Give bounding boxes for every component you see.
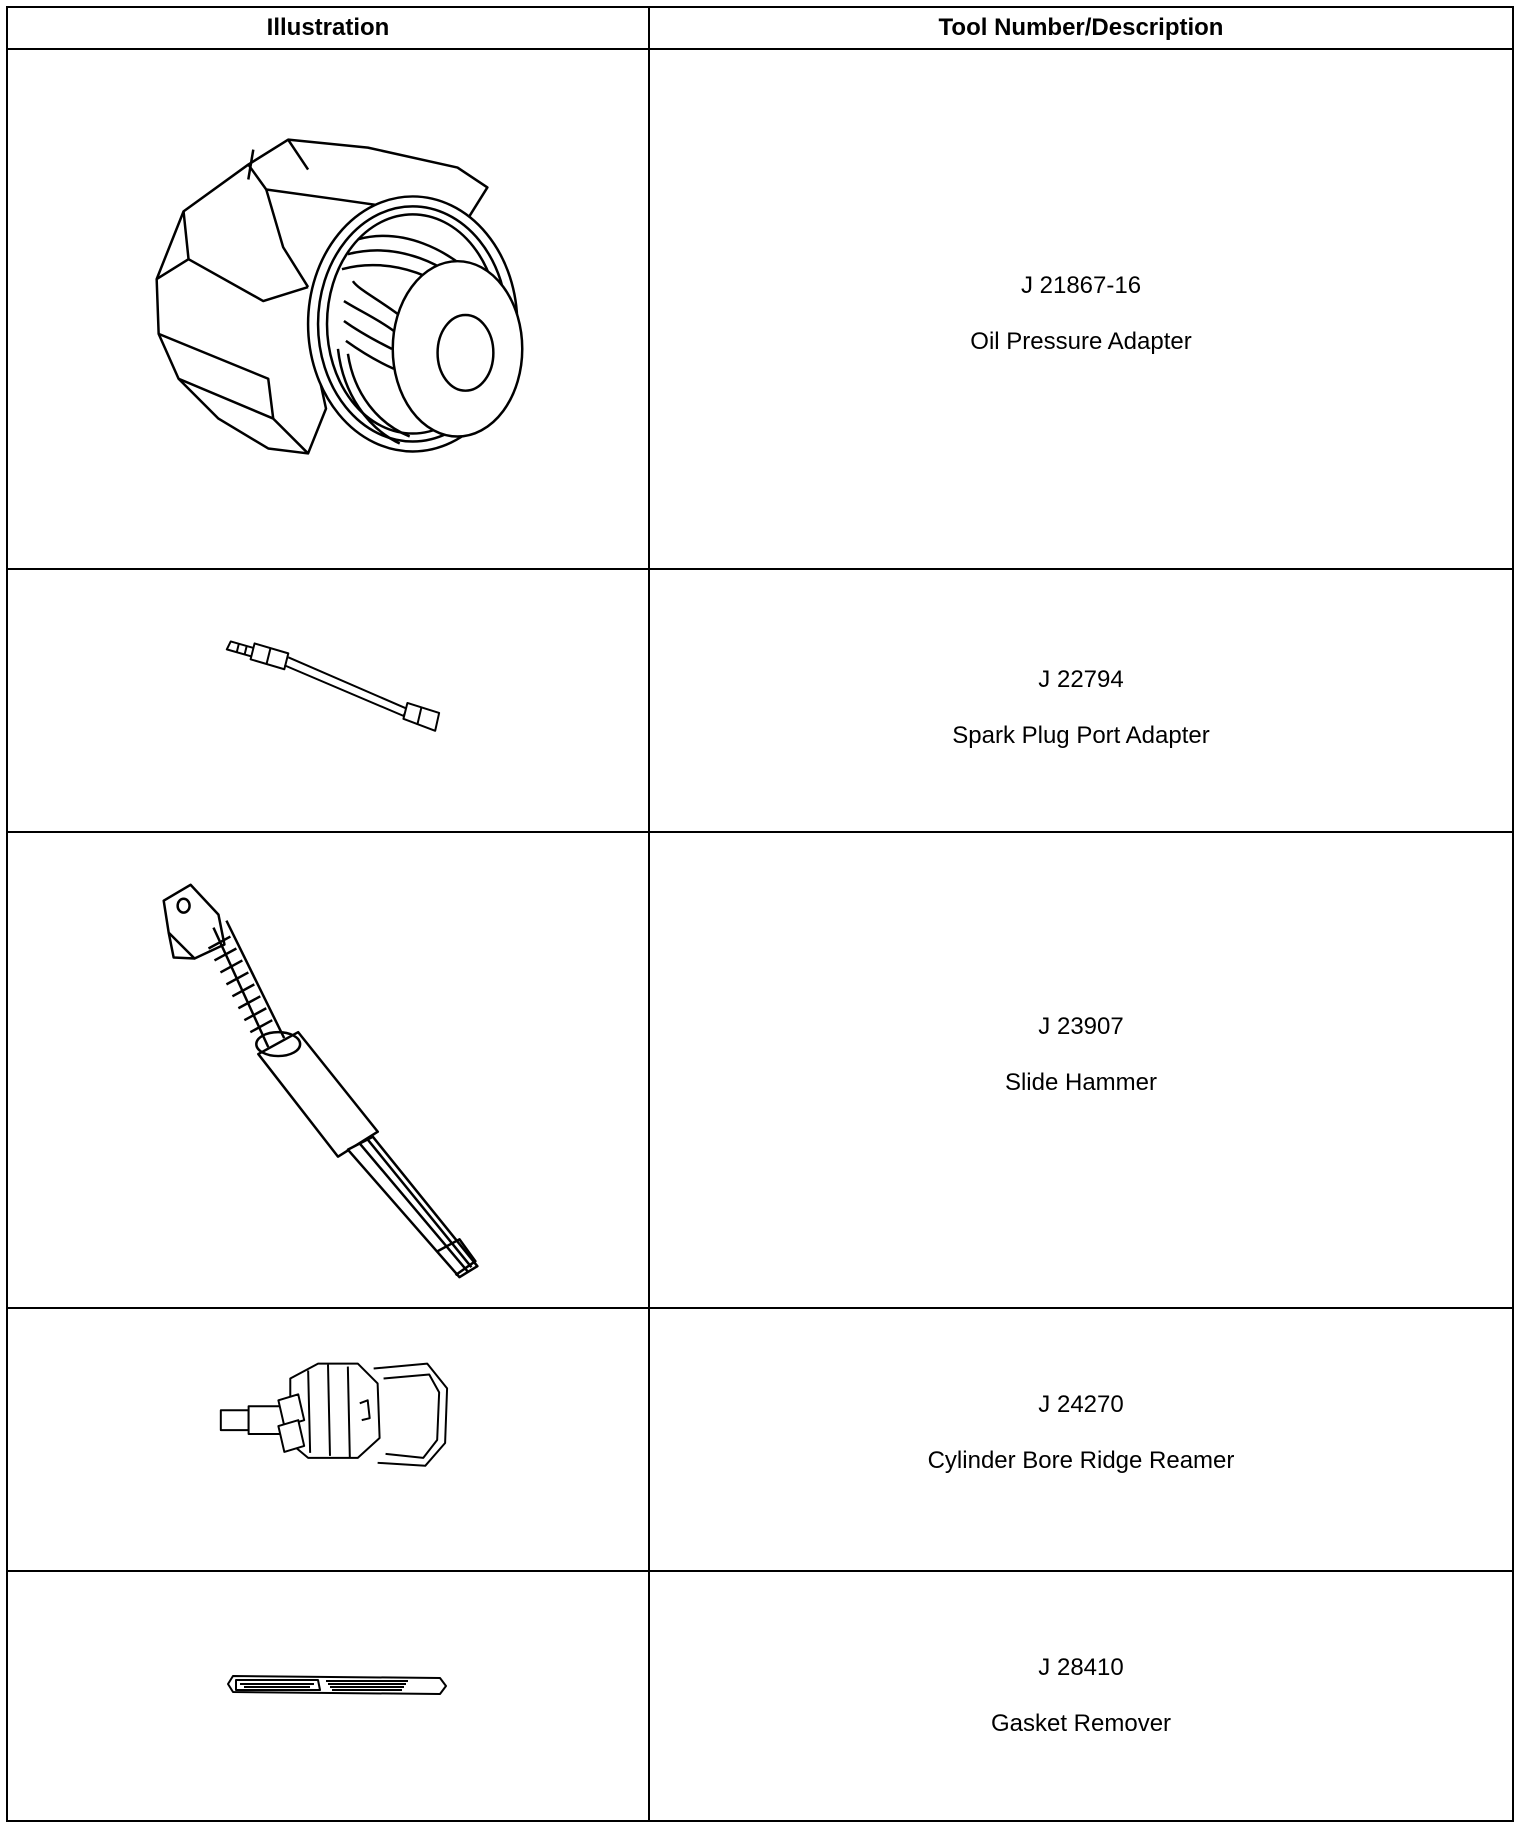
illustration-cell (8, 1572, 648, 1822)
cylinder-bore-ridge-reamer-icon (8, 1309, 648, 1570)
description-cell (650, 1572, 1512, 1822)
tool-number: J 28410 (1038, 1654, 1124, 1681)
header-illustration: Illustration (266, 14, 390, 41)
description-cell (650, 570, 1512, 831)
illustration-cell (8, 1309, 648, 1570)
table-row (8, 1572, 1512, 1822)
tool-number: J 22794 (1038, 666, 1124, 693)
table-row (8, 50, 1512, 570)
tool-name: Spark Plug Port Adapter (952, 722, 1210, 749)
table-row (8, 1309, 1512, 1572)
description-cell (650, 50, 1512, 568)
tool-number: J 21867-16 (1020, 272, 1142, 299)
table-row (8, 833, 1512, 1309)
tool-name: Cylinder Bore Ridge Reamer (927, 1447, 1235, 1474)
gasket-remover-icon (8, 1572, 648, 1822)
illustration-cell (8, 570, 648, 831)
slide-hammer-icon (8, 833, 648, 1307)
table-row (8, 570, 1512, 833)
description-cell (650, 833, 1512, 1307)
spark-plug-port-adapter-icon (8, 570, 648, 831)
illustration-cell (8, 50, 648, 568)
illustration-cell (8, 833, 648, 1307)
tool-name: Oil Pressure Adapter (970, 328, 1192, 355)
tool-number: J 24270 (1038, 1391, 1124, 1418)
header-tool-description: Tool Number/Description (938, 14, 1224, 41)
tool-table (6, 6, 1514, 1822)
description-cell (650, 1309, 1512, 1570)
tool-name: Gasket Remover (990, 1710, 1172, 1737)
oil-pressure-adapter-icon (8, 50, 648, 568)
tool-name: Slide Hammer (1004, 1069, 1158, 1096)
table-header (8, 8, 1512, 50)
tool-number: J 23907 (1038, 1013, 1124, 1040)
